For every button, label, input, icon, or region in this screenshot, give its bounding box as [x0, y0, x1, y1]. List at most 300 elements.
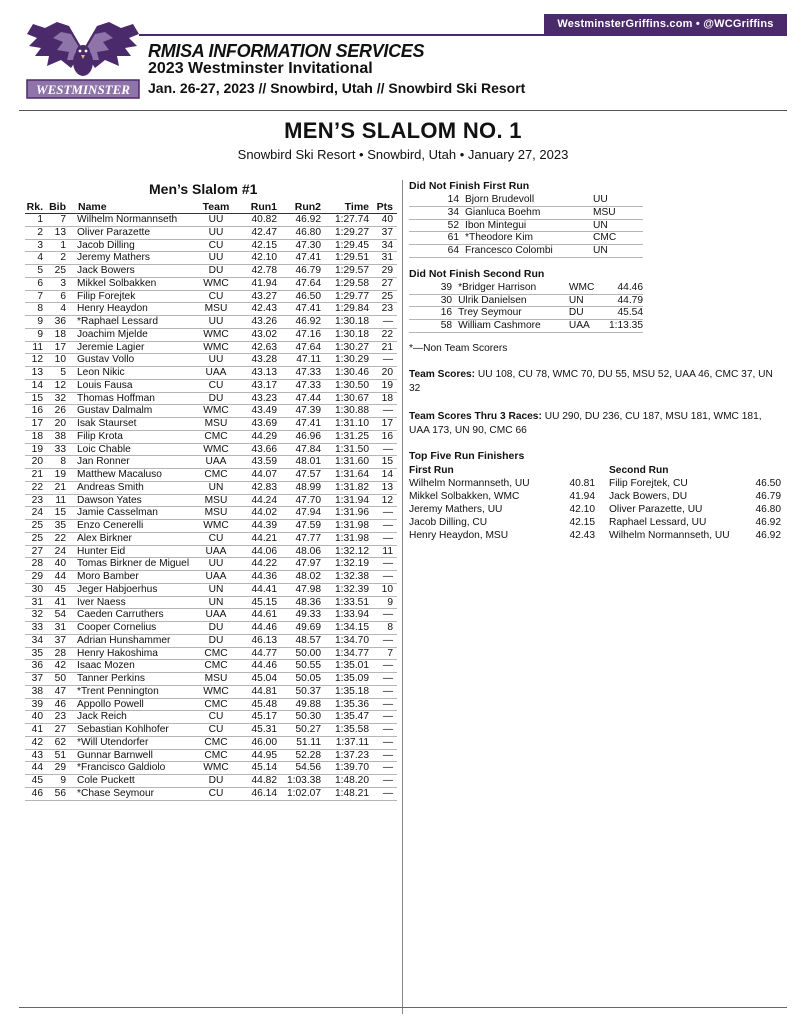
- run2-cell: 48.36: [295, 596, 321, 608]
- name-cell: Caeden Carruthers: [77, 609, 164, 621]
- rank-cell: 15: [31, 392, 43, 404]
- col-time-header: Time: [344, 201, 369, 213]
- team-cell: DU: [208, 392, 224, 404]
- pts-cell: —: [382, 762, 393, 774]
- finisher-name: Mikkel Solbakken, WMC: [409, 490, 520, 502]
- time-cell: 1:27.74: [335, 214, 369, 225]
- rank-cell: 20: [31, 456, 43, 468]
- time-cell: 1:31.82: [335, 481, 369, 493]
- run1-cell: 43.69: [251, 418, 277, 429]
- finisher-time: 46.92: [755, 516, 781, 528]
- list-item: [409, 503, 595, 516]
- rank-cell: 1: [37, 214, 43, 225]
- name-cell: Jack Bowers: [77, 265, 135, 276]
- rank-cell: 24: [31, 507, 43, 519]
- run1-cell: 43.26: [251, 316, 277, 327]
- col-pts-header: Pts: [376, 201, 393, 213]
- name-cell: Gustav Vollo: [77, 354, 135, 366]
- table-row: [25, 750, 397, 763]
- name-cell: *Will Utendorfer: [77, 736, 149, 748]
- footer-rule: [19, 1007, 787, 1008]
- run2-cell: 47.33: [295, 367, 321, 378]
- time-cell: 1:48.20: [335, 775, 369, 786]
- run2-cell: 50.55: [295, 660, 321, 672]
- bib-cell: 26: [54, 405, 66, 417]
- table-row: [25, 291, 397, 304]
- team-cell: CU: [208, 787, 224, 799]
- rank-cell: 19: [31, 443, 43, 455]
- finisher-name: Wilhelm Normannseth, UU: [409, 477, 530, 489]
- table-row: [25, 393, 397, 406]
- table-row: [25, 444, 397, 457]
- time-cell: 1:29.51: [335, 252, 369, 264]
- run2-cell: 47.39: [295, 405, 321, 417]
- team-cell: MSU: [204, 507, 228, 519]
- name-cell: Henry Hakoshima: [77, 647, 158, 659]
- time-cell: 1:31.50: [335, 443, 369, 455]
- bib-cell: 51: [54, 749, 66, 761]
- right-column: [409, 180, 781, 542]
- list-item: [409, 320, 643, 333]
- time-cell: 1:30.46: [335, 367, 369, 378]
- finisher-time: 41.94: [569, 490, 595, 502]
- list-item: [409, 282, 643, 295]
- rank-cell: 13: [31, 367, 43, 378]
- rank-cell: 9: [37, 328, 43, 340]
- dnf-first-run-title: Did Not Finish First Run: [409, 180, 530, 192]
- time-cell: 1:31.10: [335, 418, 369, 429]
- bib-cell: 34: [447, 206, 459, 218]
- team-cell: UN: [208, 481, 224, 493]
- name-cell: Tomas Birkner de Miguel: [77, 558, 190, 570]
- pts-cell: —: [382, 736, 393, 748]
- bib-cell: 14: [447, 194, 459, 205]
- dnf-first-run-list: [409, 194, 643, 258]
- run1-cell: 44.36: [251, 571, 277, 582]
- name-cell: Trey Seymour: [458, 307, 522, 319]
- bib-cell: 22: [54, 532, 66, 544]
- rank-cell: 41: [31, 724, 43, 735]
- team-cell: UN: [593, 219, 608, 231]
- team-cell: WMC: [568, 281, 595, 293]
- pts-cell: 31: [381, 252, 393, 264]
- run2-cell: 47.30: [295, 239, 321, 251]
- bib-cell: 28: [54, 647, 66, 659]
- column-divider: [402, 180, 403, 1014]
- time-cell: 1:29.58: [335, 277, 369, 289]
- team-cell: MSU: [204, 673, 228, 684]
- run2-cell: 47.64: [295, 341, 321, 353]
- run1-cell: 45.17: [251, 711, 277, 723]
- header-divider: [19, 110, 787, 111]
- results-table-title: Men’s Slalom #1: [149, 181, 258, 197]
- bib-cell: 58: [440, 320, 453, 331]
- table-row: [25, 686, 397, 699]
- rank-cell: 34: [31, 634, 43, 646]
- run2-cell: 50.30: [295, 711, 321, 723]
- bib-cell: 56: [54, 787, 66, 799]
- team-cell: DU: [208, 622, 224, 633]
- team-cell: UU: [208, 558, 224, 570]
- rank-cell: 25: [31, 532, 43, 544]
- time-cell: 1:37.11: [335, 736, 369, 748]
- run1-cell: 44.24: [251, 494, 277, 506]
- table-row: [25, 495, 397, 508]
- bib-cell: 35: [54, 520, 66, 531]
- time-cell: 1:34.15: [335, 622, 369, 633]
- pts-cell: 9: [387, 596, 393, 608]
- team-cell: MSU: [204, 418, 228, 429]
- name-cell: Filip Forejtek: [77, 290, 136, 302]
- pts-cell: 34: [381, 239, 393, 251]
- team-cell: MSU: [204, 303, 228, 315]
- run1-cell: 46.13: [251, 634, 277, 646]
- team-cell: UU: [208, 354, 224, 366]
- name-cell: *Raphael Lessard: [77, 316, 158, 327]
- rank-cell: 43: [31, 749, 43, 761]
- table-row: [25, 660, 397, 673]
- run1-cell: 44.41: [251, 583, 277, 595]
- list-item: [409, 207, 643, 220]
- run2-cell: 46.92: [295, 316, 321, 327]
- run1-cell: 46.14: [251, 787, 277, 799]
- team-cell: MSU: [593, 206, 616, 218]
- time-cell: 1:31.64: [335, 469, 369, 480]
- name-cell: Isaac Mozen: [77, 660, 135, 672]
- finisher-time: 46.50: [755, 477, 781, 489]
- name-cell: Filip Krota: [77, 430, 123, 442]
- run1-cell: 44.81: [251, 685, 277, 697]
- name-cell: *Francisco Galdiolo: [77, 762, 166, 774]
- team-cell: UAA: [205, 609, 227, 621]
- table-row: [25, 724, 397, 737]
- pts-cell: 21: [381, 341, 393, 353]
- run2-cell: 48.02: [295, 571, 321, 582]
- bib-cell: 16: [440, 307, 453, 319]
- list-item: [609, 503, 781, 516]
- pts-cell: 11: [382, 545, 393, 557]
- run2-cell: 54.56: [295, 762, 321, 774]
- team-cell: CU: [208, 532, 224, 544]
- run2-cell: 50.00: [295, 647, 321, 659]
- team-cell: UAA: [205, 367, 227, 378]
- table-row: [25, 227, 397, 240]
- name-cell: Jan Ronner: [77, 456, 130, 468]
- list-item: [409, 232, 643, 245]
- time-cell: 1:34.77: [335, 647, 369, 659]
- table-row: [25, 303, 397, 316]
- run2-cell: 47.33: [295, 379, 321, 391]
- bib-cell: 45: [54, 583, 66, 595]
- rank-cell: 40: [31, 711, 43, 723]
- run2-cell: 1:03.38: [287, 775, 321, 786]
- run2-cell: 47.11: [296, 354, 321, 366]
- table-row: [25, 316, 397, 329]
- run1-cell: 44.21: [251, 532, 277, 544]
- rank-cell: 23: [31, 494, 43, 506]
- bib-cell: 42: [54, 660, 66, 672]
- table-row: [25, 597, 397, 610]
- table-row: [25, 342, 397, 355]
- team-cell: UN: [568, 294, 584, 306]
- name-cell: Gunnar Barnwell: [77, 749, 153, 761]
- run2-cell: 47.97: [295, 558, 321, 570]
- table-row: [25, 622, 397, 635]
- team-cell: CMC: [204, 698, 228, 710]
- name-cell: Gianluca Boehm: [465, 206, 541, 218]
- pts-cell: —: [382, 698, 393, 710]
- rank-cell: 38: [31, 685, 43, 697]
- run1-cell: 44.02: [251, 507, 277, 519]
- rank-cell: 25: [31, 520, 43, 531]
- pts-cell: 27: [381, 277, 393, 289]
- list-item: [409, 477, 595, 490]
- time-cell: 1:32.12: [335, 545, 369, 557]
- table-row: [25, 788, 397, 801]
- run1-cell: 45.15: [251, 596, 277, 608]
- table-row: [25, 367, 397, 380]
- time-cell: 1:31.60: [335, 456, 369, 468]
- team-cell: UN: [208, 583, 224, 595]
- team-cell: UN: [593, 245, 608, 256]
- run1-cell: 43.49: [251, 405, 277, 417]
- name-cell: Sebastian Kohlhofer: [77, 724, 169, 735]
- run1-cell: 44.82: [251, 775, 277, 786]
- bib-cell: 24: [54, 545, 66, 557]
- bib-cell: 9: [60, 775, 66, 786]
- rank-cell: 28: [31, 558, 43, 570]
- bib-cell: 7: [60, 214, 66, 225]
- pts-cell: 13: [381, 481, 393, 493]
- time-cell: 1:33.51: [335, 596, 369, 608]
- rank-cell: 35: [31, 647, 43, 659]
- rank-cell: 17: [31, 418, 43, 429]
- run2-cell: 46.80: [295, 226, 321, 238]
- results-table: [25, 200, 397, 801]
- rank-cell: 33: [31, 622, 43, 633]
- team-cell: WMC: [203, 685, 229, 697]
- name-cell: Leon Nikic: [77, 367, 125, 378]
- time-cell: 1:32.19: [335, 558, 369, 570]
- time-cell: 1:29.27: [335, 226, 369, 238]
- pts-cell: —: [382, 634, 393, 646]
- bib-cell: 23: [54, 711, 66, 723]
- results-sheet: [19, 14, 787, 1014]
- run2-cell: 47.98: [295, 583, 321, 595]
- bib-cell: 5: [60, 367, 66, 378]
- page-title: MEN’S SLALOM NO. 1: [284, 118, 522, 143]
- bib-cell: 30: [440, 294, 453, 306]
- run2-cell: 48.57: [295, 634, 321, 646]
- run2-cell: 50.37: [295, 685, 321, 697]
- rank-cell: 18: [31, 430, 43, 442]
- team-cell: CU: [208, 379, 224, 391]
- time-cell: 1:37.23: [335, 749, 369, 761]
- org-name: RMISA INFORMATION SERVICES: [148, 41, 425, 61]
- rank-cell: 45: [31, 775, 43, 786]
- time-cell: 1:32.38: [335, 571, 369, 582]
- table-row: [25, 520, 397, 533]
- pts-cell: —: [382, 571, 393, 582]
- col-rk-header: Rk.: [26, 201, 43, 213]
- pts-cell: —: [382, 609, 393, 621]
- name-cell: Ulrik Danielsen: [458, 294, 527, 306]
- name-cell: Cole Puckett: [77, 775, 135, 786]
- run1-cell: 44.79: [617, 294, 643, 306]
- table-row: [25, 571, 397, 584]
- rank-cell: 2: [37, 226, 43, 238]
- pts-cell: 17: [381, 418, 393, 429]
- bib-cell: 12: [54, 379, 66, 391]
- run1-cell: 45.54: [617, 307, 643, 319]
- team-cell: UU: [208, 226, 224, 238]
- pts-cell: —: [382, 354, 393, 366]
- pts-cell: 40: [381, 214, 393, 225]
- run1-cell: 45.31: [251, 724, 277, 735]
- page-subtitle: Snowbird Ski Resort • Snowbird, Utah • January 27, 2023: [237, 147, 569, 162]
- team-cell: UU: [593, 194, 608, 205]
- name-cell: Bjorn Brudevoll: [465, 194, 535, 205]
- pts-cell: 18: [381, 392, 393, 404]
- team-cell: CU: [208, 711, 224, 723]
- team-cell: WMC: [203, 762, 229, 774]
- second-run-column: [609, 464, 781, 542]
- pts-cell: —: [382, 787, 393, 799]
- name-cell: Oliver Parazette: [77, 226, 151, 238]
- run2-cell: 47.94: [295, 507, 321, 519]
- name-cell: Enzo Cenerelli: [77, 520, 144, 531]
- run1-cell: 44.06: [251, 545, 277, 557]
- run1-cell: 44.22: [251, 558, 277, 570]
- table-row: [25, 533, 397, 546]
- run2-cell: 47.16: [295, 328, 321, 340]
- name-cell: *Bridger Harrison: [458, 281, 537, 293]
- name-cell: Matthew Macaluso: [77, 469, 162, 480]
- run2-cell: 47.41: [295, 303, 321, 315]
- run1-cell: 46.00: [251, 736, 277, 748]
- name-cell: Jamie Casselman: [77, 507, 158, 519]
- dnf-second-run-title: Did Not Finish Second Run: [409, 267, 545, 280]
- run2-cell: 48.06: [295, 545, 321, 557]
- event-name: 2023 Westminster Invitational: [148, 60, 373, 77]
- run2-cell: 48.99: [295, 481, 321, 493]
- griffin-logo: [25, 20, 141, 106]
- results-header-row: [25, 200, 397, 214]
- table-row: [25, 278, 397, 291]
- run2-cell: 46.79: [295, 265, 321, 276]
- pts-cell: —: [382, 443, 393, 455]
- table-row: [25, 762, 397, 775]
- run2-cell: 49.69: [295, 622, 321, 633]
- name-cell: Iver Naess: [77, 596, 126, 608]
- rank-cell: 14: [31, 379, 43, 391]
- time-cell: 1:30.27: [335, 341, 369, 353]
- website-banner: WestminsterGriffins.com • @WCGriffins: [544, 14, 787, 34]
- table-row: [25, 354, 397, 367]
- time-cell: 1:30.29: [335, 354, 369, 366]
- run2-cell: 48.01: [295, 456, 321, 468]
- pts-cell: 14: [381, 469, 393, 480]
- run1-cell: 44.61: [251, 609, 277, 621]
- pts-cell: —: [382, 749, 393, 761]
- dnf-second-run-list: [409, 282, 643, 333]
- team-cell: MSU: [204, 494, 228, 506]
- team-scores-thru-3-text: UU 290, DU 236, CU 187, MSU 181, WMC 181, UAA 173, UN 90, CMC 66: [409, 410, 762, 436]
- team-cell: CU: [208, 239, 224, 251]
- rank-cell: 3: [37, 239, 43, 251]
- team-cell: WMC: [203, 341, 229, 353]
- table-row: [25, 214, 397, 227]
- name-cell: Tanner Perkins: [77, 673, 145, 684]
- header-rule: [139, 34, 787, 36]
- run2-cell: 52.28: [295, 749, 321, 761]
- run2-cell: 47.64: [295, 277, 321, 289]
- pts-cell: —: [382, 405, 393, 417]
- run1-cell: 44.46: [251, 622, 277, 633]
- run1-cell: 44.77: [251, 647, 277, 659]
- rank-cell: 31: [31, 596, 43, 608]
- time-cell: 1:35.01: [335, 660, 369, 672]
- logo-wordmark: WESTMINSTER: [36, 82, 130, 97]
- pts-cell: —: [382, 673, 393, 684]
- bib-cell: 54: [54, 609, 66, 621]
- bib-cell: 2: [60, 252, 66, 264]
- pts-cell: —: [382, 507, 393, 519]
- team-cell: UU: [208, 316, 224, 327]
- table-row: [25, 469, 397, 482]
- rank-cell: 12: [31, 354, 43, 366]
- bib-cell: 44: [54, 571, 66, 582]
- name-cell: Loic Chable: [77, 443, 131, 455]
- list-item: [609, 516, 781, 529]
- table-row: [25, 329, 397, 342]
- name-cell: Appollo Powell: [77, 698, 144, 710]
- name-cell: Jeger Habjoerhus: [77, 583, 158, 595]
- rank-cell: 29: [31, 571, 43, 582]
- finisher-name: Wilhelm Normannseth, UU: [609, 529, 730, 541]
- top-five-table: [409, 464, 781, 542]
- pts-cell: 37: [381, 226, 393, 238]
- finisher-time: 46.92: [755, 529, 781, 541]
- run2-cell: 51.11: [296, 736, 321, 748]
- bib-cell: 11: [55, 494, 66, 506]
- time-cell: 1:35.36: [335, 698, 369, 710]
- list-item: [409, 220, 643, 233]
- bib-cell: 38: [54, 430, 66, 442]
- team-cell: WMC: [203, 443, 229, 455]
- time-cell: 1:33.94: [335, 609, 369, 621]
- time-cell: 1:30.50: [335, 379, 369, 391]
- results-body: [25, 214, 397, 801]
- rank-cell: 39: [31, 698, 43, 710]
- finisher-time: 46.80: [755, 503, 781, 515]
- pts-cell: 29: [381, 265, 393, 276]
- rank-cell: 21: [31, 469, 43, 480]
- team-cell: DU: [208, 265, 224, 276]
- run1-cell: 44.39: [251, 520, 277, 531]
- run1-cell: 42.78: [251, 265, 277, 276]
- pts-cell: 19: [381, 379, 393, 391]
- run1-cell: 42.63: [251, 341, 277, 353]
- table-row: [25, 584, 397, 597]
- bib-cell: 41: [54, 596, 66, 608]
- rank-cell: 44: [31, 762, 43, 774]
- team-cell: CU: [208, 724, 224, 735]
- name-cell: *Theodore Kim: [465, 232, 533, 244]
- team-cell: CU: [208, 290, 224, 302]
- name-cell: Cooper Cornelius: [77, 622, 157, 633]
- table-row: [25, 265, 397, 278]
